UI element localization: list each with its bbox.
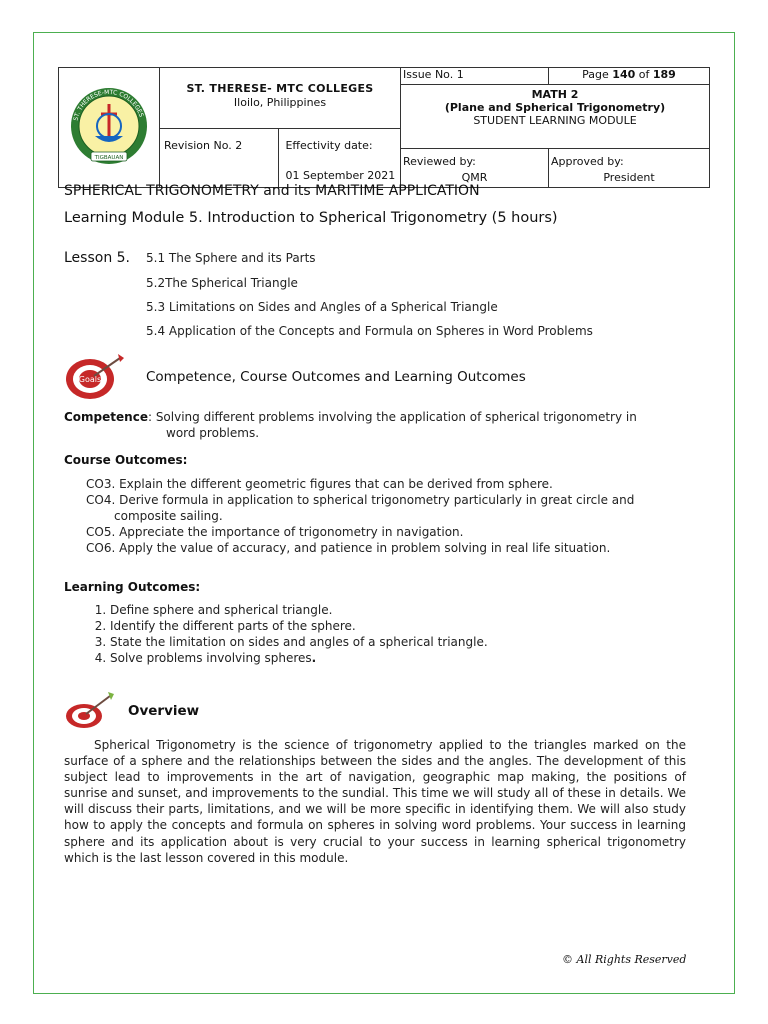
school-name: ST. THERESE- MTC COLLEGES: [186, 82, 374, 95]
course-outcome-item-continued: composite sailing.: [114, 509, 223, 523]
logo-arc-text: ST. THERESE-MTC COLLEGES: [72, 88, 145, 122]
learning-outcome-item: 1. Define sphere and spherical triangle.: [110, 602, 488, 618]
effectivity-date: 01 September 2021: [285, 168, 396, 182]
learning-outcome-item: 4. Solve problems involving spheres.: [110, 650, 488, 666]
overview-heading: Overview: [128, 703, 200, 719]
lesson-item: 5.3 Limitations on Sides and Angles of a Spherical Triangle: [146, 300, 498, 314]
logo-cell: [59, 68, 160, 188]
school-location: Iloilo, Philippines: [233, 96, 327, 109]
reviewed-cell: [401, 149, 549, 188]
reviewed-name: QMR: [461, 171, 488, 184]
module-heading: Learning Module 5. Introduction to Spherical Trigonometry (5 hours): [64, 210, 558, 226]
lesson-item: 5.1 The Sphere and its Parts: [146, 251, 316, 265]
school-cell: [160, 68, 401, 129]
lesson-label: Lesson 5.: [64, 250, 131, 266]
target-goals-icon: [62, 352, 128, 402]
page-number: 140: [612, 68, 636, 81]
course-outcomes-heading: Course Outcomes:: [64, 453, 188, 467]
college-seal-icon: [59, 68, 159, 184]
lesson-item: 5.4 Application of the Concepts and Formula on Spheres in Word Problems: [146, 324, 593, 338]
lesson-item: 5.2The Spherical Triangle: [146, 276, 298, 290]
target-overview-icon: [64, 690, 118, 730]
issue-number: Issue No. 1: [403, 68, 464, 81]
approved-label: Approved by:: [551, 155, 624, 168]
course-outcome-item: CO4. Derive formula in application to spherical trigonometry particularly in great circle and: [86, 493, 635, 507]
course-outcome-item: CO6. Apply the value of accuracy, and patience in problem solving in real life situation.: [86, 541, 611, 555]
document-header-table: [58, 67, 710, 188]
course-title: MATH 2: [531, 88, 579, 101]
learning-outcomes-heading: Learning Outcomes:: [64, 580, 201, 594]
goals-icon-label: Goals: [78, 375, 102, 384]
competence-text: Solving different problems involving the application of spherical trigonometry in: [155, 410, 637, 424]
page-total: 189: [652, 68, 676, 81]
competence-label: Competence: [64, 410, 148, 424]
course-subtitle: (Plane and Spherical Trigonometry): [444, 101, 666, 114]
page-prefix: Page: [582, 68, 613, 81]
course-outcomes-list: [86, 476, 634, 556]
competence-colon: :: [147, 410, 156, 424]
copyright-footer: © All Rights Reserved: [562, 953, 687, 966]
effectivity-label: Effectivity date:: [285, 138, 373, 152]
page-of: of: [635, 68, 653, 81]
course-outcome-item: CO3. Explain the different geometric figures that can be derived from sphere.: [86, 477, 553, 491]
learning-outcome-item: 2. Identify the different parts of the sphere.: [110, 618, 488, 634]
logo-banner-text: TIGBAUAN: [94, 155, 124, 161]
document-title: SPHERICAL TRIGONOMETRY and its MARITIME APPLICATION: [64, 183, 480, 199]
revision-cell: [160, 128, 279, 188]
course-outcome-item: CO5. Appreciate the importance of trigonometry in navigation.: [86, 525, 464, 539]
module-type: STUDENT LEARNING MODULE: [473, 114, 637, 127]
effectivity-cell: [279, 128, 401, 188]
learning-outcome-item: 3. State the limitation on sides and angles of a spherical triangle.: [110, 634, 488, 650]
revision-number: Revision No. 2: [164, 138, 243, 152]
page-cell: [549, 68, 710, 85]
approved-cell: [549, 149, 710, 188]
reviewed-label: Reviewed by:: [403, 155, 476, 168]
course-cell: [401, 85, 710, 149]
competence-heading: Competence, Course Outcomes and Learning Outcomes: [146, 369, 526, 385]
issue-cell: [401, 68, 549, 85]
approved-name: President: [603, 171, 655, 184]
learning-outcomes-list: [65, 602, 488, 666]
competence-text-continued: word problems.: [166, 426, 260, 440]
overview-paragraph: Spherical Trigonometry is the science of trigonometry applied to the triangles marked on the surface of a sphere and the relationships between the sides and the angles. The development of this subject lead to improvements in the art of navigation, geographic map making, the positions of sunrise and sunset, and improvements to the sundial. This time we will study all of these in details. We will discuss their parts, limitations, and we will be more specific in identifying them. We will also study how to apply the concepts and formula on spheres in solving word problems. Your success in learning sphere and its application about is very crucial to your success in learning spherical trigonometry which is the last lesson covered in this module.: [64, 738, 686, 865]
